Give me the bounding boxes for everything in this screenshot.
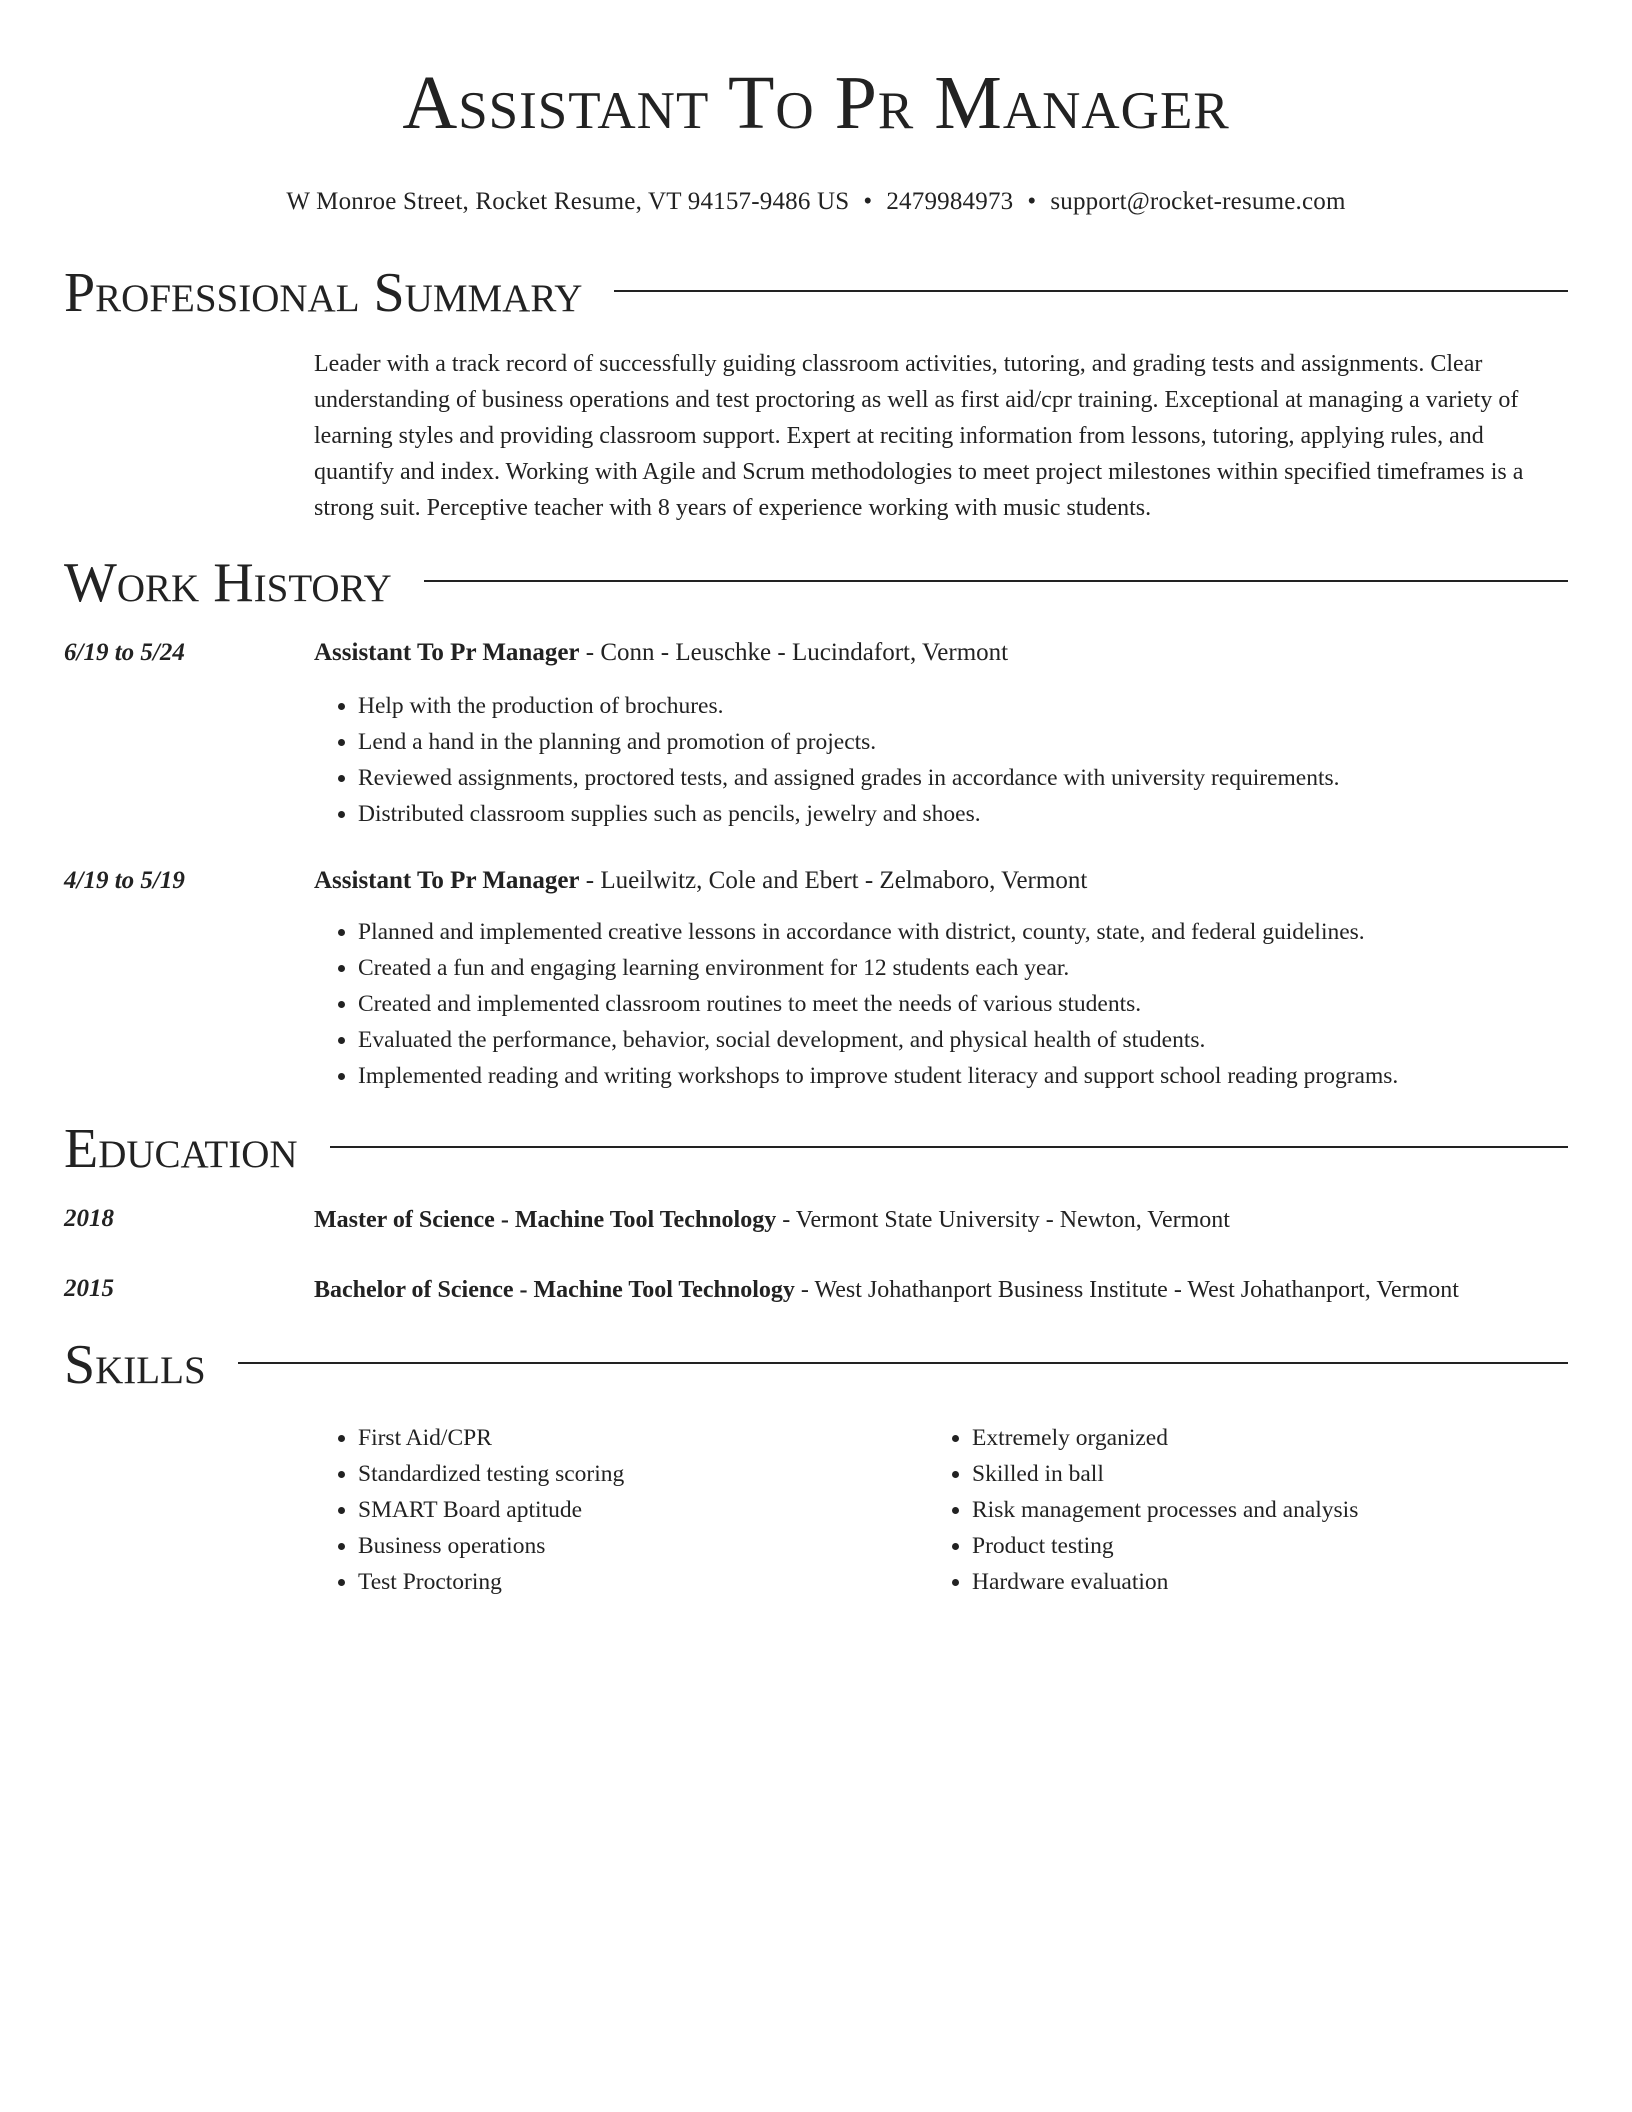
job-bullets (314, 688, 1568, 832)
education-school: - West Johathanport Business Institute - West Johathanport, Vermont (794, 1277, 1459, 1303)
education-degree: Bachelor of Science - Machine Tool Technology (314, 1277, 795, 1303)
skill-item: • Product testing (972, 1528, 1532, 1564)
skills-row (64, 1400, 1568, 1600)
job-title: Assistant To Pr Manager (314, 867, 580, 894)
work-section-header (64, 548, 1568, 618)
contact-email: support@rocket-resume.com (1050, 188, 1346, 215)
education-entry (64, 1202, 1568, 1238)
job-dates: 6/19 to 5/24 (64, 639, 185, 666)
list-item: • Created a fun and engaging learning environment for 12 students each year. (358, 950, 1568, 986)
list-item: • Help with the production of brochures. (358, 688, 1568, 724)
section-title-skills: Skills (64, 1334, 206, 1396)
skill-item: • Skilled in ball (972, 1456, 1532, 1492)
list-item: • Distributed classroom supplies such as pencils, jewelry and shoes. (358, 796, 1568, 832)
job-bullets (314, 914, 1568, 1094)
skills-column-right (928, 1420, 1532, 1600)
education-entry (64, 1272, 1568, 1308)
job-entry (64, 636, 1568, 832)
skills-section-header (64, 1330, 1568, 1400)
contact-separator: • (863, 188, 873, 215)
skills-left-spacer (64, 1400, 314, 1600)
list-item: • Lend a hand in the planning and promotion of projects. (358, 724, 1568, 760)
skill-item: • Risk management processes and analysis (972, 1492, 1532, 1528)
education-degree: Master of Science - Machine Tool Technology (314, 1207, 777, 1233)
skill-item: • Extremely organized (972, 1420, 1532, 1456)
candidate-name: Assistant To Pr Manager (402, 61, 1230, 145)
summary-section-header (64, 258, 1568, 328)
skills-column-left (314, 1420, 928, 1600)
summary-left-spacer (64, 328, 314, 526)
education-year: 2015 (64, 1275, 114, 1302)
education-school: - Vermont State University - Newton, Vermont (776, 1207, 1230, 1233)
section-divider (614, 290, 1568, 292)
contact-address: W Monroe Street, Rocket Resume, VT 94157-9486 US (286, 188, 850, 215)
section-divider (424, 580, 1568, 582)
job-heading (314, 636, 1568, 670)
section-divider (330, 1146, 1568, 1148)
skills-grid (314, 1420, 1568, 1600)
education-section-header (64, 1114, 1568, 1184)
contact-phone: 2479984973 (886, 188, 1014, 215)
contact-line (64, 186, 1568, 218)
education-details (314, 1272, 1568, 1308)
job-employer: - Lueilwitz, Cole and Ebert - Zelmaboro, Vermont (579, 867, 1088, 894)
job-employer: - Conn - Leuschke - Lucindafort, Vermont (579, 639, 1009, 666)
skill-item: • First Aid/CPR (358, 1420, 928, 1456)
section-title-summary: Professional Summary (64, 262, 583, 324)
education-details (314, 1202, 1568, 1238)
list-item: • Evaluated the performance, behavior, social development, and physical health of students. (358, 1022, 1568, 1058)
summary-text: Leader with a track record of successfully guiding classroom activities, tutoring, and grading tests and assignments. Clear understanding of business operations and test proctoring as well as first aid/cpr training. Exceptional at managing a variety of learning styles and providing classroom support. Expert at reciting information from lessons, tutoring, applying rules, and quantify and index. Working with Agile and Scrum methodologies to meet project milestones within specified timeframes is a strong suit. Perceptive teacher with 8 years of experience working with music students. (314, 351, 1524, 521)
list-item: • Planned and implemented creative lessons in accordance with district, county, state, and federal guidelines. (358, 914, 1568, 950)
skill-item: • Standardized testing scoring (358, 1456, 928, 1492)
contact-separator: • (1027, 188, 1037, 215)
job-heading (314, 864, 1568, 898)
list-item: • Created and implemented classroom routines to meet the needs of various students. (358, 986, 1568, 1022)
section-divider (238, 1362, 1568, 1364)
job-dates: 4/19 to 5/19 (64, 867, 185, 894)
job-entry (64, 864, 1568, 1094)
list-item: • Reviewed assignments, proctored tests, and assigned grades in accordance with university requirements. (358, 760, 1568, 796)
section-title-work: Work History (64, 552, 392, 614)
skill-item: • Business operations (358, 1528, 928, 1564)
skill-item: • Hardware evaluation (972, 1564, 1532, 1600)
education-year: 2018 (64, 1205, 114, 1232)
job-title: Assistant To Pr Manager (314, 639, 580, 666)
skill-item: • SMART Board aptitude (358, 1492, 928, 1528)
resume-page (64, 0, 1568, 1600)
section-title-education: Education (64, 1118, 298, 1180)
list-item: • Implemented reading and writing workshops to improve student literacy and support school reading programs. (358, 1058, 1568, 1094)
summary-row (64, 328, 1568, 526)
skill-item: • Test Proctoring (358, 1564, 928, 1600)
